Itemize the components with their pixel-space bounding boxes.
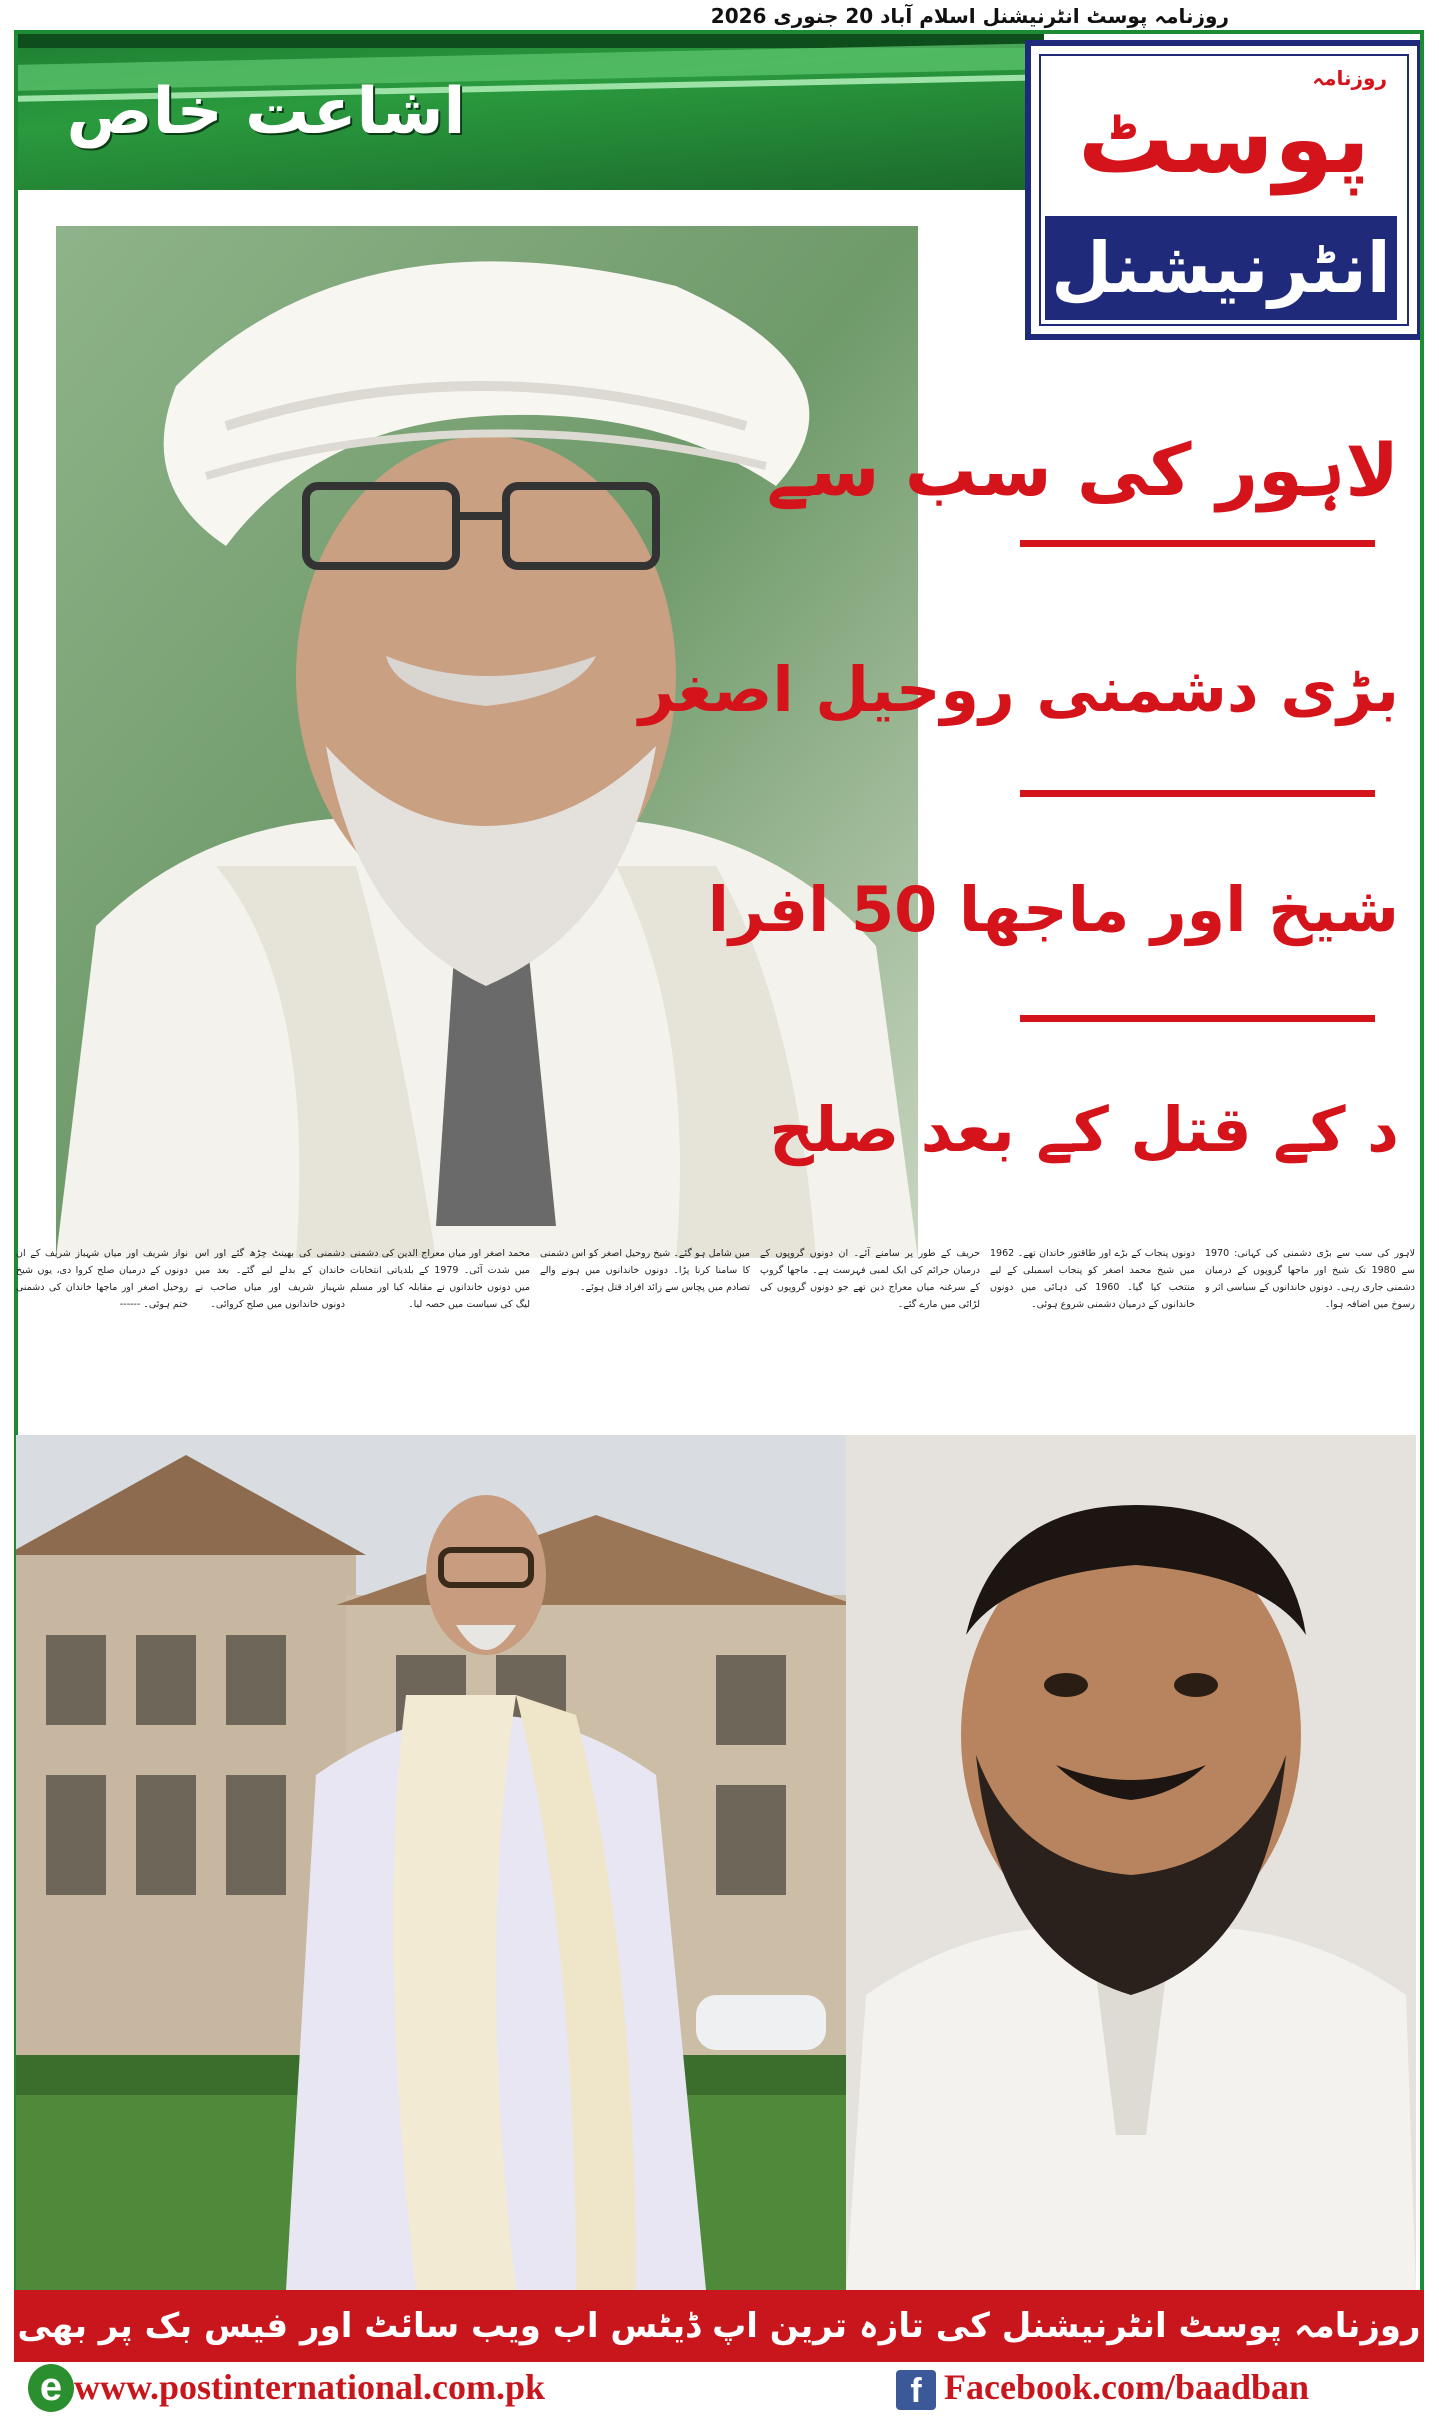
bottom-left-photo [16,1435,846,2290]
portrait-2-illustration [846,1435,1416,2290]
footer-links [14,2362,1424,2416]
facebook-link[interactable]: Facebook.com/baadban [944,2367,1310,2407]
article-column-5: محمد اصغر اور میاں معراج الدین کی دشمنی میں شدت آئی۔ 1979 کے بلدیاتی انتخابات میں دونوں خاندانوں نے مقابلہ کیا اور مسلم لیگ کی سیاست میں حصہ لیا۔ [350,1248,530,1310]
headline-rule-1 [1020,540,1375,547]
footer-message: روزنامہ پوسٹ انٹرنیشنل کی تازہ ترین اپ ڈیٹس اب ویب سائٹ اور فیس بک پر بھی [17,2306,1421,2346]
building-scene-illustration [16,1435,846,2290]
headline-rule-2 [1020,790,1375,797]
article-column-2: دونوں پنجاب کے بڑے اور طاقتور خاندان تھے۔ 1962 میں شیخ محمد اصغر کو پنجاب اسمبلی کے لیے منتخب کیا گیا۔ 1960 کی دہائی میں دونوں خاندانوں کے درمیان دشمنی شروع ہوئی۔ [990,1248,1195,1310]
footer-banner [14,2290,1424,2416]
headline-line-1: لاہور کی سب سے [766,428,1399,512]
headline-rule-3 [1020,1015,1375,1022]
masthead-name: پوسٹ [1077,83,1371,195]
website-link[interactable]: www.postinternational.com.pk [74,2367,546,2407]
headline-line-3: شیخ اور ماجھا 50 افرا [707,873,1399,946]
article-column-7: نواز شریف اور میاں شہباز شریف کے ان دونوں کے درمیان صلح کروا دی، یوں شیخ روحیل اصغر اور ماجھا خاندان کی دشمنی ختم ہوئی۔ ------ [16,1248,188,1310]
section-title: اشاعت خاص [66,75,466,149]
dateline [0,0,1439,30]
masthead-small: روزنامہ [1312,66,1387,90]
bottom-right-photo [846,1435,1416,2290]
facebook-icon: f [896,2370,936,2410]
dateline-text: روزنامہ پوسٹ انٹرنیشنل اسلام آباد 20 جنوری 2026 [710,4,1229,28]
article-column-3: حریف کے طور پر سامنے آئے۔ ان دونوں گروپوں کے درمیان جرائم کی ایک لمبی فہرست ہے۔ ماجھا گروپ کے سرغنہ میاں معراج دین تھے جو دونوں گروپوں کی لڑائی میں مارے گئے۔ [760,1248,980,1310]
headline-line-2: بڑی دشمنی روحیل اصغر [638,653,1399,726]
headline-line-4: د کے قتل کے بعد صلح [769,1093,1399,1166]
internet-explorer-icon: e [28,2364,74,2412]
article-column-4: میں شامل ہو گئے۔ شیخ روحیل اصغر کو اس دشمنی کا سامنا کرنا پڑا۔ دونوں خاندانوں میں ہونے والے تصادم میں پچاس سے زائد افراد قتل ہوئے۔ [540,1248,750,1293]
masthead-sub: انٹرنیشنل [1045,216,1397,320]
article-column-6: دشمنی کی بھینٹ چڑھ گئے اور اس خاندان کے بدلے لیے گئے۔ بعد میں شہباز شریف اور میاں صاحب نے دونوں خاندانوں میں صلح کروائی۔ [195,1248,345,1310]
article-column-1: لاہور کی سب سے بڑی دشمنی کی کہانی: 1970 سے 1980 تک شیخ اور ماجھا گروپوں کے درمیان دشمنی جاری رہی۔ دونوں خاندانوں کے سیاسی اثر و رسوخ میں اضافہ ہوا۔ [1205,1248,1415,1310]
